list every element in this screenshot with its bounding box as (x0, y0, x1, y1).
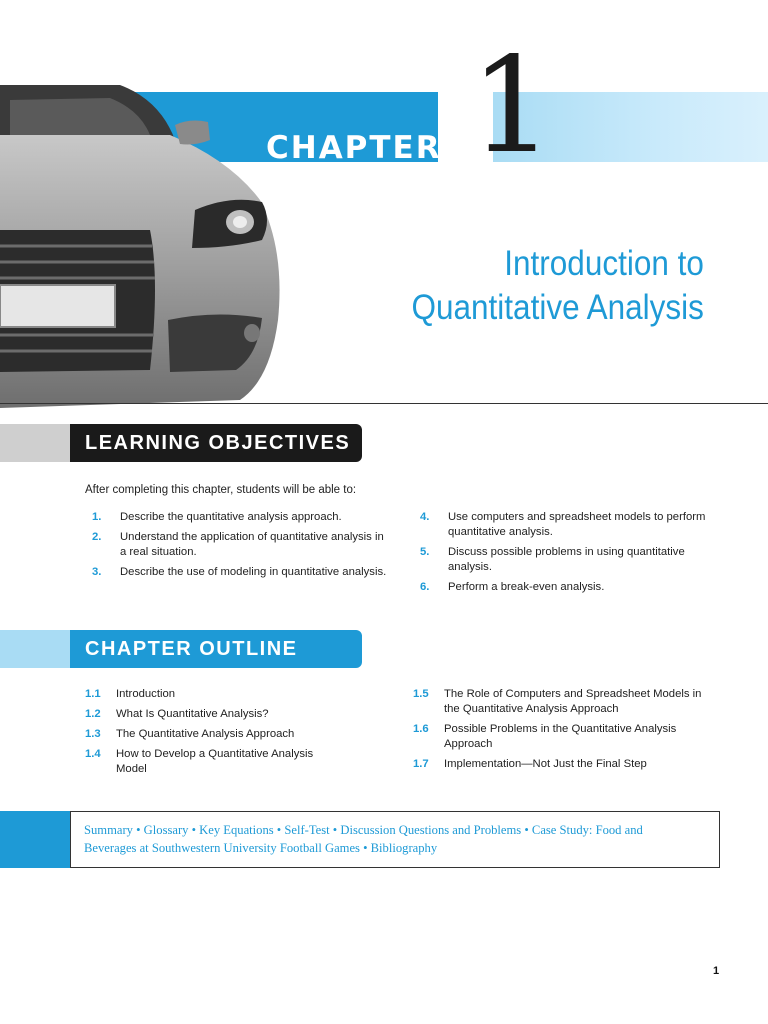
chapter-number: 1 (470, 29, 554, 183)
header-divider (0, 403, 768, 404)
objective-number: 3. (92, 566, 102, 578)
outline-item (85, 707, 345, 722)
outline-text: How to Develop a Quantitative Analysis Model (116, 748, 314, 775)
end-matter-accent (0, 811, 70, 868)
outline-text: The Quantitative Analysis Approach (116, 728, 295, 740)
objective-item (420, 580, 720, 595)
outline-number: 1.5 (413, 688, 429, 700)
outline-heading: CHAPTER OUTLINE (70, 630, 362, 668)
outline-list-left (85, 687, 345, 782)
objective-number: 1. (92, 511, 102, 523)
objective-text: Perform a break-even analysis. (448, 581, 605, 593)
chapter-label: CHAPTER (266, 130, 442, 166)
outline-text: Introduction (116, 688, 176, 700)
objective-number: 4. (420, 511, 430, 523)
outline-item (413, 722, 713, 752)
outline-text: The Role of Computers and Spreadsheet Models in the Quantitative Analysis Approach (444, 688, 702, 715)
page-number: 1 (713, 965, 720, 977)
outline-number: 1.2 (85, 708, 101, 720)
outline-number: 1.7 (413, 758, 429, 770)
objectives-list-right (420, 510, 720, 600)
objectives-intro: After completing this chapter, students will be able to: (85, 484, 357, 496)
objective-item (92, 530, 392, 560)
objective-number: 5. (420, 546, 430, 558)
outline-number: 1.1 (85, 688, 101, 700)
outline-item (413, 687, 713, 717)
objectives-list-left (92, 510, 392, 585)
outline-text: Implementation—Not Just the Final Step (444, 758, 647, 770)
outline-number: 1.3 (85, 728, 101, 740)
outline-number: 1.6 (413, 723, 429, 735)
outline-list-right (413, 687, 713, 777)
objective-item (420, 510, 720, 540)
outline-item (85, 687, 345, 702)
chapter-title-line2: Quantitative Analysis (411, 288, 704, 327)
objective-item (92, 510, 392, 525)
objective-number: 2. (92, 531, 102, 543)
objective-item (420, 545, 720, 575)
end-matter-text: Summary • Glossary • Key Equations • Self-Test • Discussion Questions and Problems • Case Study: Food and Beverages at Southwestern University Football Games • Bibliography (84, 823, 643, 855)
objective-text: Discuss possible problems in using quantitative analysis. (448, 546, 685, 573)
outline-item (85, 747, 345, 777)
car-illustration (0, 80, 290, 410)
objective-text: Use computers and spreadsheet models to perform quantitative analysis. (448, 511, 706, 538)
objective-text: Understand the application of quantitative analysis in a real situation. (120, 531, 384, 558)
chapter-title (412, 242, 704, 330)
outline-number: 1.4 (85, 748, 101, 760)
objectives-heading-stub (0, 424, 70, 462)
outline-item (413, 757, 713, 772)
outline-text: What Is Quantitative Analysis? (116, 708, 269, 720)
outline-text: Possible Problems in the Quantitative Analysis Approach (444, 723, 677, 750)
outline-heading-stub (0, 630, 70, 668)
chapter-title-line1: Introduction to (504, 244, 704, 283)
outline-item (85, 727, 345, 742)
objective-text: Describe the use of modeling in quantitative analysis. (120, 566, 387, 578)
objective-number: 6. (420, 581, 430, 593)
objective-item (92, 565, 392, 580)
objective-text: Describe the quantitative analysis approach. (120, 511, 342, 523)
objectives-heading: LEARNING OBJECTIVES (70, 424, 362, 462)
